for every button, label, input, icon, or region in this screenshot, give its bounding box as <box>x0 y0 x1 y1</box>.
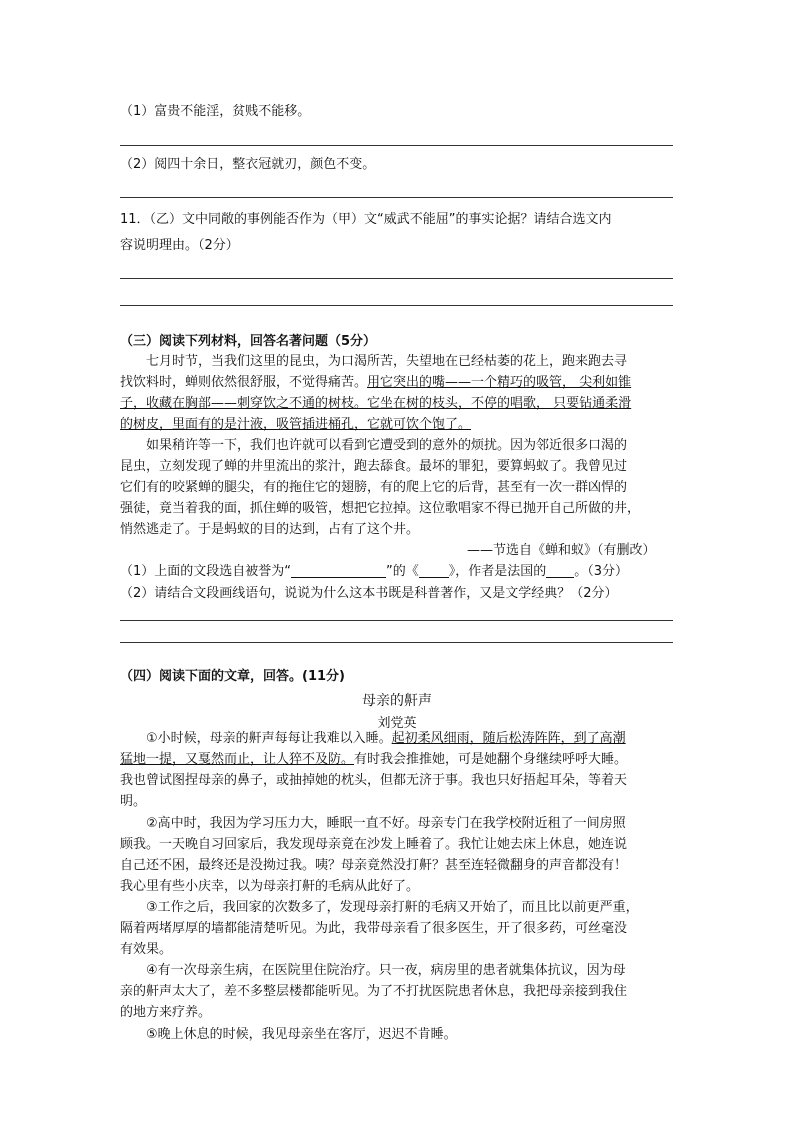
paragraph-line: 我也曾试图捏母亲的鼻子，或抽掉她的枕头，但都无济于事。我也只好捂起耳朵，等着天 <box>120 773 628 788</box>
question-2: （2）请结合文段画线语句，说说为什么这本书既是科普著作，又是文学经典？（2分） <box>120 586 618 601</box>
paragraph-line: 顾我。一天晚自习回家后，我发现母亲竟在沙发上睡着了。我忙让她去床上休息，她连说 <box>120 837 628 852</box>
paragraph-line: 有效果。 <box>120 942 173 957</box>
passage-line: 昆虫，立刻发现了蝉的井里流出的浆汁，跑去舔食。最坏的罪犯，要算蚂蚁了。我曾见过 <box>120 459 628 474</box>
section-4-heading: （四）阅读下面的文章，回答。(11分) <box>120 669 345 684</box>
answer-line[interactable] <box>120 278 673 279</box>
paragraph-line: 的地方来疗养。 <box>120 1005 212 1020</box>
paragraph-line: ②高中时，我因为学习压力大，睡眠一直不好。母亲专门在我学校附近租了一间房照 <box>146 816 626 831</box>
underlined-sentence: 它坐在树的枝头，不停的唱歌， <box>367 396 550 411</box>
underlined-sentence: 子，收藏在胸部——刺穿饮之不通的树枝。 <box>120 396 368 411</box>
passage-line: 如果稍许等一下，我们也许就可以看到它遭受到的意外的烦扰。因为邻近很多口渴的 <box>146 438 628 453</box>
answer-line[interactable] <box>120 620 673 621</box>
passage-line: 七月时节，当我们这里的昆虫，为口渴所苦，失望地在已经枯萎的花上，跑来跑去寻 <box>146 354 628 369</box>
underlined-sentence: 的树皮，里面有的是汁液，吸管插进桶孔，它就可饮个饱了。 <box>120 417 472 432</box>
article-author: 刘党英 <box>377 716 417 731</box>
question-1: （1）上面的文段选自被誉为“ ”的《 》，作者是法国的 。（3分） <box>120 564 629 579</box>
fill-blank[interactable] <box>419 563 449 578</box>
underlined-sentence: 猛地一提，又戛然而止，让人猝不及防。 <box>120 752 355 767</box>
paragraph-line: 我心里有些小庆幸，以为母亲打鼾的毛病从此好了。 <box>120 879 420 894</box>
paragraph-line: 自己还不困，最终还是没拗过我。咦？母亲竟然没打鼾？甚至连轻微翻身的声音都没有！ <box>120 858 628 873</box>
underlined-sentence: 起初柔风细雨，随后松涛阵阵，到了高潮 <box>391 731 626 746</box>
answer-line[interactable] <box>120 305 673 306</box>
fill-blank[interactable] <box>291 563 386 578</box>
paragraph-line: 亲的鼾声太大了，差不多整层楼都能听见。为了不打扰医院患者休息，我把母亲接到我住 <box>120 984 628 999</box>
question-11-line-1: 11．（乙）文中同敞的事例能否作为（甲）文“威武不能屈”的事实论据？请结合选文内 <box>120 212 612 227</box>
paragraph-line: ①小时候，母亲的鼾声每每让我难以入睡。起初柔风细雨，随后松涛阵阵，到了高潮 <box>146 731 626 746</box>
answer-line[interactable] <box>120 197 673 198</box>
section-3-heading: （三）阅读下列材料，回答名著问题（5分） <box>120 334 377 349</box>
answer-line[interactable] <box>120 145 673 146</box>
paragraph-line: ③工作之后，我回家的次数多了，发现母亲打鼾的毛病又开始了，而且比以前更严重， <box>146 900 639 915</box>
paragraph-line: 猛地一提，又戛然而止，让人猝不及防。有时我会推推她，可是她翻个身继续呼呼大睡。 <box>120 752 628 767</box>
source-citation: ——节选自《蝉和蚁》（有删改） <box>467 543 656 558</box>
question-1-text: （1）富贵不能淫，贫贱不能移。 <box>120 104 311 119</box>
paragraph-line: ④有一次母亲生病，在医院里住院治疗。只一夜，病房里的患者就集体抗议，因为母 <box>146 963 626 978</box>
paragraph-line: ⑤晚上休息的时候，我见母亲坐在客厅，迟迟不肯睡。 <box>146 1027 457 1042</box>
underlined-sentence: 用它突出的嘴——一个精巧的吸管， 尖利如锥 <box>367 375 632 390</box>
article-title: 母亲的鼾声 <box>362 693 432 709</box>
passage-line: 它们有的咬紧蝉的腿尖，有的拖住它的翅膀，有的爬上它的后背，甚至有一次一群凶悍的 <box>120 480 628 495</box>
question-11-line-2: 容说明理由。（2分） <box>120 238 239 253</box>
passage-line: 悄然逃走了。于是蚂蚁的目的达到，占有了这个井。 <box>120 522 420 537</box>
paragraph-line: 隔着两堵厚厚的墙都能清楚听见。为此，我带母亲看了很多医生，开了很多药，可丝毫没 <box>120 921 628 936</box>
fill-blank[interactable] <box>546 563 574 578</box>
question-2-text: （2）阅四十余日，整衣冠就刃，颜色不变。 <box>120 157 376 172</box>
passage-line: 子，收藏在胸部——刺穿饮之不通的树枝。它坐在树的枝头，不停的唱歌， 只要钻通柔滑 <box>120 396 632 411</box>
passage-line: 强徒，竟当着我的面，抓住蝉的吸管，想把它拉掉。这位歌唱家不得已抛开自己所做的井， <box>120 501 641 516</box>
answer-line[interactable] <box>120 642 673 643</box>
passage-line <box>120 415 471 435</box>
paragraph-line: 明。 <box>120 794 147 809</box>
passage-line: 找饮料时，蝉则依然很舒服，不觉得痛苦。用它突出的嘴——一个精巧的吸管， 尖利如锥 <box>120 375 632 390</box>
